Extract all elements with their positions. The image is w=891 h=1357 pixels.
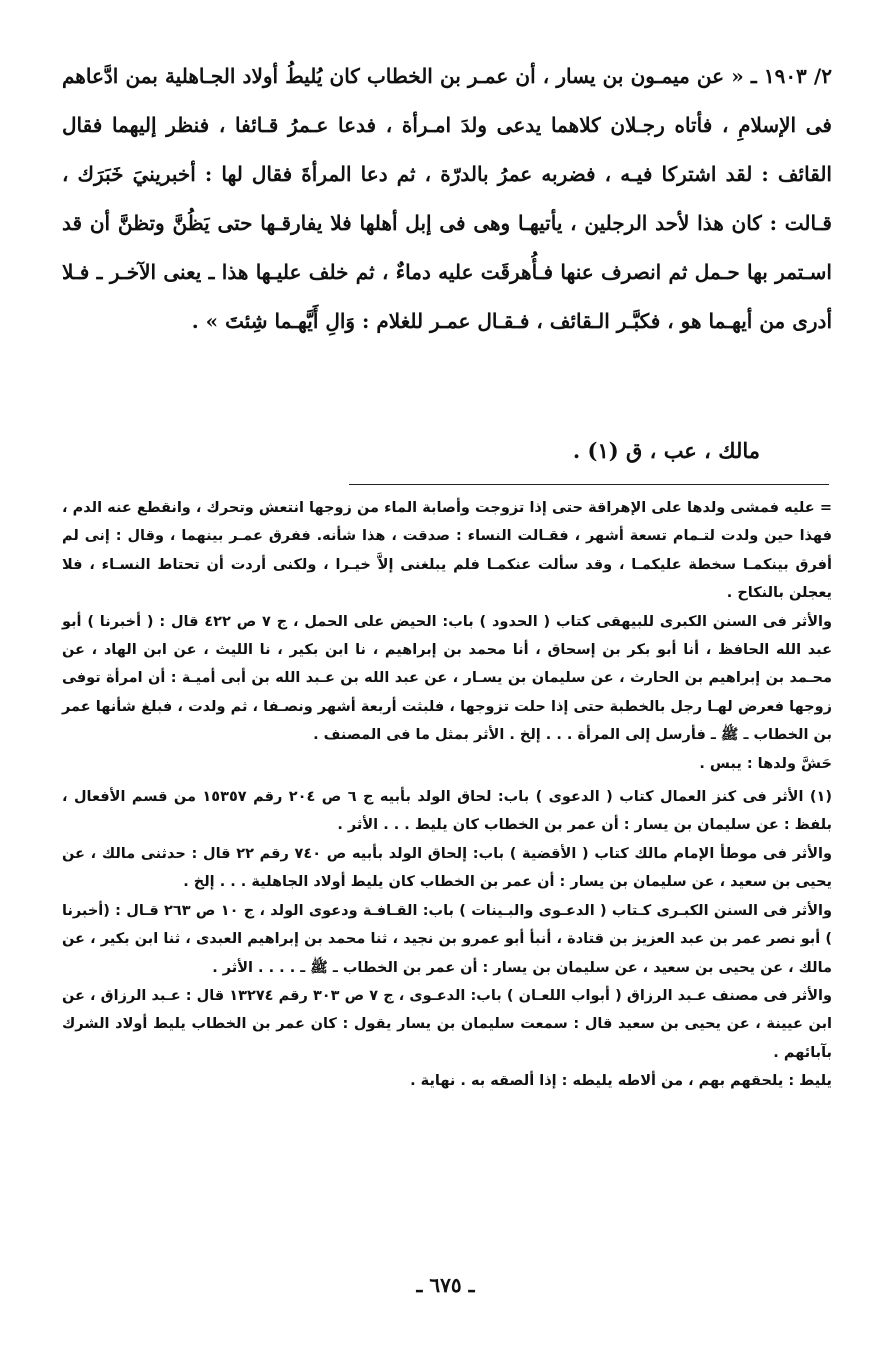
footnote-paragraph: = عليه فمشى ولدها على الإهراقة حتى إذا تزوجت وأصابة الماء من زوجها انتعش وتحرك ، وانقطع عنه الدم ، فهذا حين ولدت لتـمام تسعة أشهر ، فقـالت النساء : صدقت ، هذا شأنه. ففرق عمـر بينهما ، وقال : إنى لم أفرق بينكمـا سخطة عليكمـا ، وقد سألت عنكمـا فلم يبلغنى إلاَّ خيـرا ، ولكنى أردت أن تحتاط النسـاء ، فلا يعجلن بالنكاح . — [62, 500, 832, 602]
footnote-paragraph: والأثر فى مصنف عـبد الرزاق ( أبواب اللعـان ) باب: الدعـوى ، ج ٧ ص ٣٠٣ رقم ١٣٢٧٤ قال : عـبد الرزاق ، عن ابن عيينة ، عن يحيى بن سعيد قال : سمعت سليمان بن يسار يقول : كان عمر بن الخطاب يليط أولاد الشرك بآبائهم . — [62, 987, 832, 1061]
page-number: ـ ٦٧٥ ـ — [416, 1273, 475, 1297]
footnote-divider — [349, 484, 829, 485]
footnote-paragraph: يليط : يلحقهم بهم ، من ألاطه يليطه : إذا ألصقه به . نهاية . — [410, 1073, 832, 1090]
hadith-sources: مالك ، عب ، ق (١) . — [572, 438, 760, 463]
footnotes-block — [62, 494, 832, 1096]
hadith-text: ٢/ ١٩٠٣ ـ « عن ميمـون بن يسار ، أن عمـر بن الخطاب كان يُليطُ أولاد الجـاهلية بمن ادَّعاهم فى الإسلامِ ، فأتاه رجـلان كلاهما يدعى ولدَ امـرأة ، فدعا عـمرُ قـائفا ، فنظر إليهما فقال القائف : لقد اشتركا فيـه ، فضربه عمرُ بالدرّة ، ثم دعا المرأةَ فقال لها : أخبرينيَ خَبَرَك ، قـالت : كان هذا لأحد الرجلين ، يأتيهـا وهى فى إبل أهلها فلا يفارقـها حتى يَظُنَّ وتظنَّ أن قد اسـتمر بها حـمل ثم انصرف عنها فـأُهرقَت عليه دماءٌ ، ثم خلف عليـها هذا ـ يعنى الآخـر ـ فـلا أدرى من أيهـما هو ، فكبَّـر الـقائف ، فـقـال عمـر للغلام : وَالِ أَيَّهـما شِئتَ » . — [62, 64, 832, 333]
footnote-paragraph: والأثر فى السنن الكبرى للبيهقى كتاب ( الحدود ) باب: الحيض على الحمل ، ج ٧ ص ٤٢٢ قال : ( أخبرنا ) أبو عبد الله الحافظ ، أنا أبو بكر بن إسحاق ، أنا محمد بن إبراهيم ، نا ابن بكير ، نا الليث ، عن ابن الهاد ، عن محـمد بن إبراهيم بن الحارث ، عن سليمان بن يسـار ، عن عبد الله بن عـبد الله بن أبى أميـة : أن امرأة توفى زوجها فعرض لهـا رجل بالخطبة حتى إذا حلت تزوجها ، فلبثت أربعة أشهر ونصـفا ، ثم ولدت ، فبلغ شأنها عمر بن الخطاب ـ ﷺ ـ فأرسل إلى المرأة . . . إلخ . الأثر بمثل ما فى المصنف . — [62, 613, 832, 744]
footnote-paragraph: والأثر فى السنن الكبـرى كـتاب ( الدعـوى والبـينات ) باب: القـافـة ودعوى الولد ، ج ١٠ ص ٢٦٣ قـال : (أخبرنا ) أبو نصر عمر بن عبد العزيز بن قتادة ، أنبأ أبو عمرو بن نجيد ، ثنا محمد بن إبراهيم العبدى ، ثنا ابن بكير ، عن مالك ، عن يحيى بن سعيد ، عن سليمان بن يسار : أن عمر بن الخطاب ـ ﷺ ـ . . . . الأثر . — [62, 902, 833, 976]
hadith-text-block — [62, 52, 832, 346]
footnote-paragraph: حَشَّ ولدها : يبس . — [699, 755, 832, 772]
footnote-paragraph: والأثر فى موطأ الإمام مالك كتاب ( الأقضية ) باب: إلحاق الولد بأبيه ص ٧٤٠ رقم ٢٢ قال : حدثنى مالك ، عن يحيى بن سعيد ، عن سليمان بن يسار : أن عمر بن الخطاب كان يليط أولاد الجاهلية . . . إلخ . — [62, 845, 832, 891]
footnote-paragraph: (١) الأثر فى كنز العمال كتاب ( الدعوى ) باب: لحاق الولد بأبيه ج ٦ ص ٢٠٤ رقم ١٥٣٥٧ من قسم الأفعال ، بلفظ : عن سليمان بن يسار : أن عمر بن الخطاب كان يليط . . . الأثر . — [62, 789, 833, 834]
